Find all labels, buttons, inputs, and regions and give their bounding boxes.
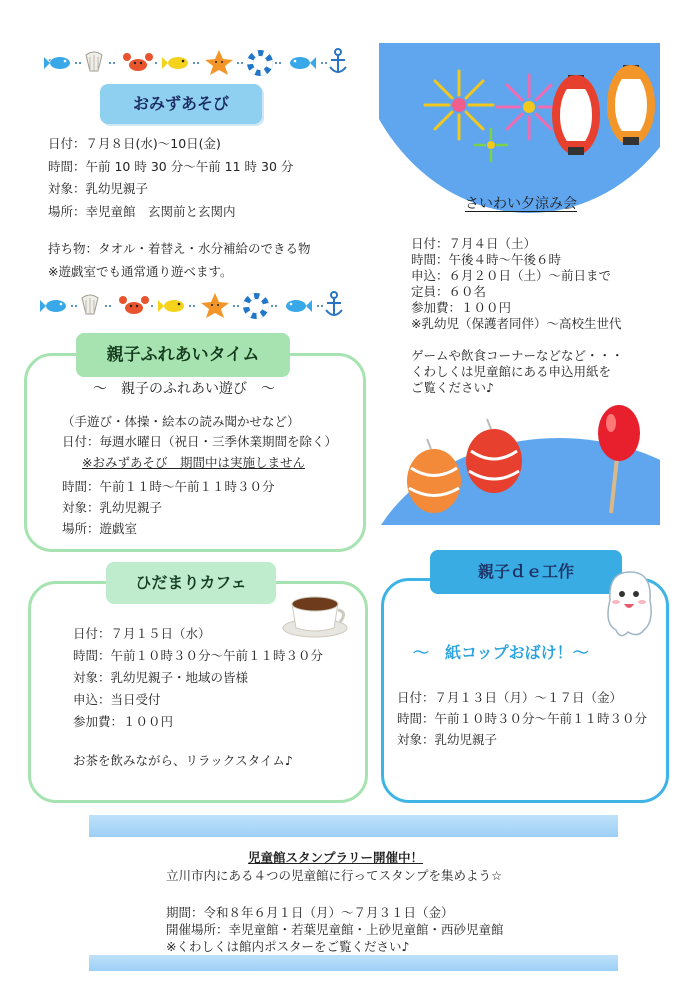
shell-icon — [82, 295, 98, 314]
shell-icon — [86, 52, 102, 71]
cafe-application: 申込：当日受付 — [73, 692, 161, 707]
coffee-cup-icon — [282, 586, 348, 642]
party-fee: 参加費：１００円 — [411, 300, 512, 315]
paper-lantern-icon — [556, 75, 596, 155]
party-application: 申込：６月２０日（土）～前日まで — [411, 268, 612, 283]
fish-icon — [158, 300, 184, 312]
omizu-time: 時間：午前 10 時 30 分～午前 11 時 30 分 — [48, 159, 294, 174]
party-info-2: くわしくは児童館にある申込用紙を — [411, 364, 612, 379]
cafe-title: ひだまりカフェ — [106, 562, 276, 604]
omizu-place: 場所：幸児童館 玄関前と玄関内 — [48, 204, 236, 219]
candy-apple-icon — [598, 405, 640, 513]
fureai-activities: （手遊び・体操・絵本の読み聞かせなど） — [62, 414, 300, 429]
party-info-3: ご覧ください♪ — [411, 380, 494, 395]
fureai-target: 対象：乳幼児親子 — [62, 500, 163, 515]
anchor-icon — [326, 292, 342, 316]
float-ring-icon — [250, 53, 270, 73]
starfish-icon — [201, 293, 229, 318]
fish-icon — [44, 57, 70, 69]
stamp-title: 児童館スタンプラリー開催中！ — [248, 850, 424, 865]
party-date: 日付：７月４日（土） — [411, 236, 537, 251]
cafe-time: 時間：午前１０時３０分～午前１１時３０分 — [73, 648, 324, 663]
stamp-intro: 立川市内にある４つの児童館に行ってスタンプを集めよう☆ — [166, 868, 503, 883]
water-balloon-icon — [407, 439, 461, 513]
fish-icon — [290, 57, 316, 69]
omizu-title: おみずあそび — [100, 84, 262, 124]
kosaku-title: 親子ｄｅ工作 — [430, 550, 622, 594]
party-eligibility: ※乳幼児（保護者同伴）～高校生世代 — [411, 316, 622, 331]
stamp-note: ※くわしくは館内ポスターをご覧ください♪ — [166, 939, 410, 954]
anchor-icon — [330, 49, 346, 73]
paper-lantern-icon — [611, 65, 651, 145]
cafe-fee: 参加費：１００円 — [73, 714, 174, 729]
wave-band-bottom — [89, 955, 618, 971]
cafe-message: お茶を飲みながら、リラックスタイム♪ — [73, 753, 293, 768]
crab-icon — [123, 53, 153, 71]
fish-icon — [162, 57, 188, 69]
fureai-date: 日付：毎週水曜日（祝日・三季休業期間を除く） — [62, 434, 338, 449]
fureai-subtitle: ～ 親子のふれあい遊び ～ — [93, 381, 275, 397]
float-ring-icon — [246, 296, 266, 316]
crab-icon — [119, 296, 149, 314]
kosaku-time: 時間：午前１０時３０分～午前１１時３０分 — [397, 711, 648, 726]
fureai-time: 時間：午前１１時～午前１１時３０分 — [62, 479, 275, 494]
omizu-belongings: 持ち物：タオル・着替え・水分補給のできる物 — [48, 241, 311, 256]
wave-band-top — [89, 815, 618, 837]
fish-icon — [286, 300, 312, 312]
omizu-note: ※遊戯室でも通常通り遊べます。 — [48, 264, 233, 279]
stamp-period: 期間：令和８年６月１日（月）～７月３１日（金） — [166, 905, 454, 920]
kosaku-subtitle: ～ 紙コップおばけ！～ — [413, 643, 589, 662]
party-time: 時間：午後４時～午後６時 — [411, 252, 562, 267]
omizu-date: 日付：７月８日(水)～10日(金) — [48, 136, 221, 151]
fish-icon — [40, 300, 66, 312]
party-title: さいわい夕涼み会 — [465, 196, 577, 212]
omizu-target: 対象：乳幼児親子 — [48, 181, 149, 196]
fureai-notice: ※おみずあそび 期間中は実施しません — [82, 455, 305, 470]
fureai-title: 親子ふれあいタイム — [76, 333, 290, 377]
sea-border-middle — [40, 290, 344, 320]
cafe-date: 日付：７月１５日（水） — [73, 626, 211, 641]
stamp-locations: 開催場所：幸児童館・若葉児童館・上砂児童館・西砂児童館 — [166, 922, 504, 937]
water-balloon-icon — [466, 419, 522, 493]
fireworks-icon — [425, 71, 561, 161]
party-info-1: ゲームや飲食コーナーなどなど・・・ — [411, 348, 624, 363]
party-capacity: 定員：６０名 — [411, 284, 487, 299]
kosaku-date: 日付：７月１３日（月）～１７日（金） — [397, 690, 623, 705]
kosaku-target: 対象：乳幼児親子 — [397, 732, 498, 747]
sea-border-top — [44, 47, 348, 77]
starfish-icon — [205, 50, 233, 75]
cafe-target: 対象：乳幼児親子・地域の皆様 — [73, 670, 249, 685]
ghost-icon — [598, 566, 660, 646]
fureai-place: 場所：遊戯室 — [62, 521, 138, 536]
